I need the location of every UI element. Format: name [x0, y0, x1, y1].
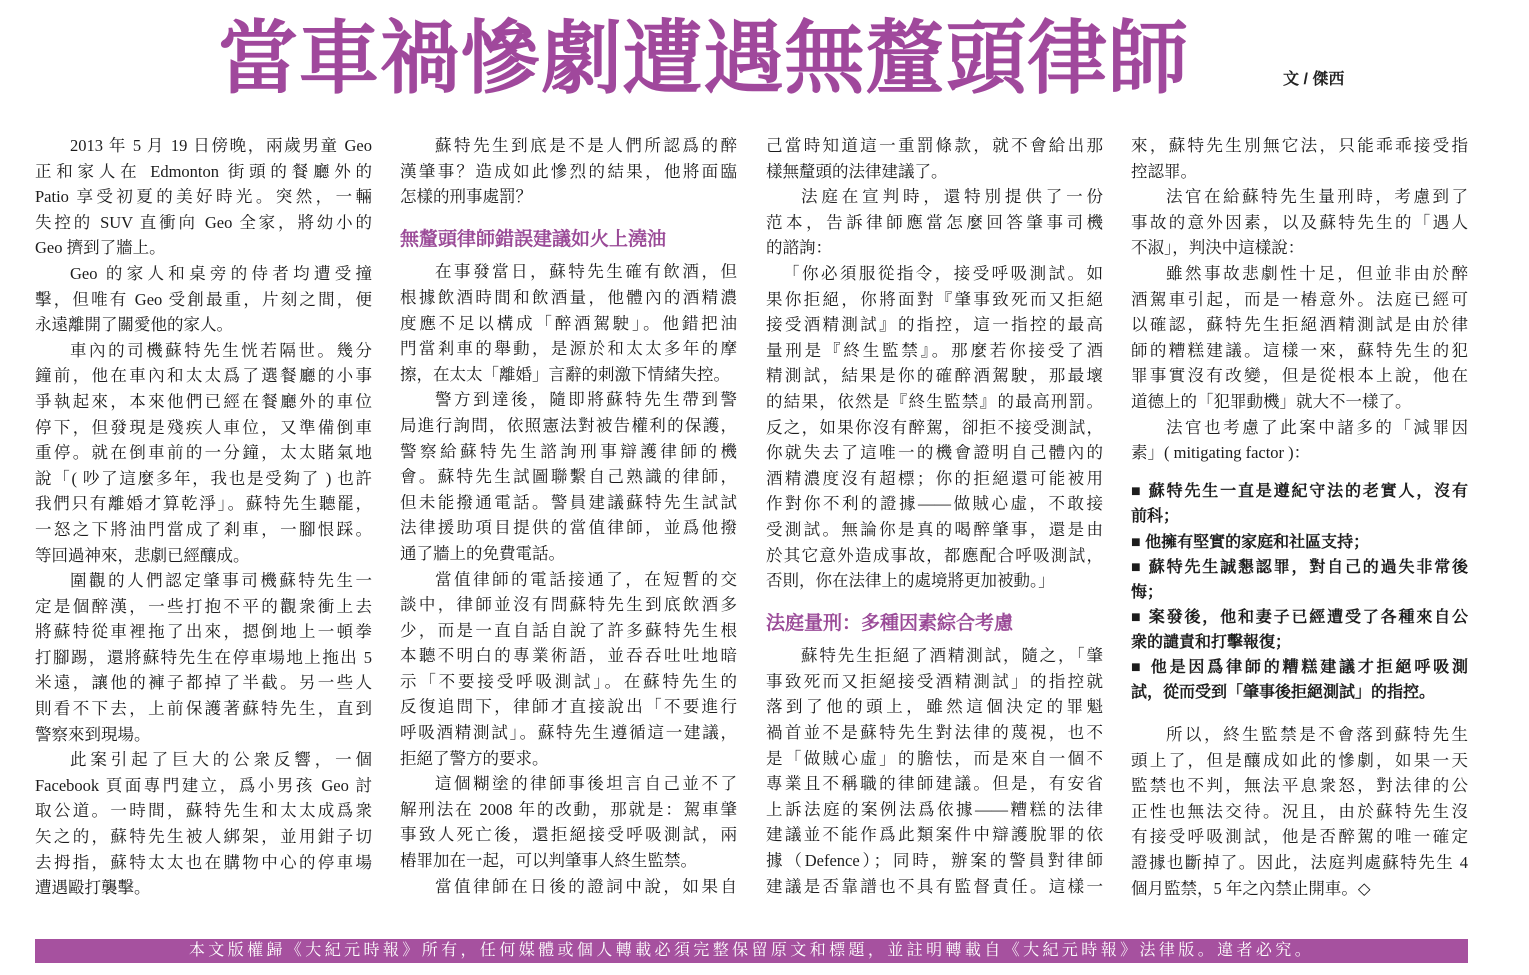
factor-line: 悔；: [1131, 583, 1164, 601]
quoted-ruling: [1131, 261, 1468, 415]
paragraph-line: 解刑法在 2008 年的改動，那就是：駕車肇: [400, 799, 737, 819]
paragraph-line: 會。蘇特先生試圖聯繫自己熟識的律師，: [400, 467, 737, 487]
paragraph-line: 頭上了，但是釀成如此的慘劇，如果一天: [1131, 750, 1468, 770]
paragraph-line: 圍觀的人們認定肇事司機蘇特先生一: [70, 571, 372, 591]
factor-line: ■ 他擁有堅實的家庭和社區支持；: [1131, 533, 1370, 551]
paragraph-line: 怎樣的刑事處罰？: [400, 187, 532, 207]
paragraph-line: 則看不下去，上前保護著蘇特先生，直到: [35, 699, 372, 719]
paragraph: [1131, 722, 1468, 901]
paragraph: [35, 133, 372, 261]
paragraph-line: 道德上的「犯罪動機」就大不一樣了。: [1131, 391, 1412, 411]
paragraph-line: Patio 享受初夏的美好時光。突然，一輛: [35, 187, 372, 207]
paragraph-line: 將蘇特從車裡拖了出來，摁倒地上一頓拳: [35, 622, 372, 642]
paragraph-line: 矢之的，蘇特先生被人綁架，並用鉗子切: [35, 827, 372, 847]
paragraph: [35, 747, 372, 901]
paragraph: [400, 387, 737, 566]
paragraph-line: 正性也無法交待。況且，由於蘇特先生沒: [1131, 801, 1468, 821]
paragraph-line: 去拇指，蘇特太太也在購物中心的停車場: [35, 852, 372, 872]
paragraph: [766, 184, 1103, 261]
paragraph-line: 警察給蘇特先生諮詢刑事辯護律師的機: [400, 441, 737, 461]
paragraph-line: 果你拒絕，你將面對『肇事致死而又拒絕: [766, 289, 1103, 309]
paragraph-line: 雖然事故悲劇性十足，但並非由於醉: [1166, 263, 1468, 283]
paragraph-line: 我們只有離婚才算乾淨」。蘇特先生聽罷，: [35, 494, 372, 514]
paragraph-line: 永遠離開了關愛他的家人。: [35, 315, 233, 335]
paragraph-line: 據（Defence）；同時，辦案的警員對律師: [766, 851, 1103, 871]
paragraph: [400, 259, 737, 387]
factor-line: 試，從而受到「肇事後拒絕測試」的指控。: [1131, 684, 1436, 702]
paragraph-line: 失控的 SUV 直衝向 Geo 全家，將幼小的: [35, 212, 372, 232]
paragraph-line: 量刑是『終生監禁』。那麼若你接受了酒: [766, 340, 1103, 360]
paragraph-line: 當值律師在日後的證詞中說，如果自: [435, 876, 737, 896]
paragraph-line: 事致人死亡後，還拒絕接受呼吸測試，兩: [400, 825, 737, 845]
paragraph-line: 建議並不能作爲此類案件中辯護脫罪的依: [766, 825, 1103, 845]
paragraph-line: 重停。就在倒車前的一分鐘，太太賭氣地: [35, 443, 372, 463]
paragraph-line: 警方到達後，隨即將蘇特先生帶到警: [435, 390, 737, 410]
paragraph-line: 蘇特先生拒絕了酒精測試，隨之，「肇: [801, 646, 1103, 666]
paragraph-line: 上訴法庭的案例法爲依據——糟糕的法律: [766, 799, 1103, 819]
paragraph-line: 樣無釐頭的法律建議了。: [766, 161, 948, 181]
paragraph-line: 不淑」，判決中這樣說：: [1131, 238, 1305, 258]
paragraph-line: 少，而是一直自話自說了許多蘇特先生根: [400, 620, 737, 640]
paragraph-line: 事故的意外因素，以及蘇特先生的「遇人: [1131, 212, 1468, 232]
paragraph-line: 說「( 吵了這麼多年，我也是受夠了 ) 也許: [35, 468, 372, 488]
paragraph-line: 本聽不明白的專業術語，並吞吞吐吐地暗: [400, 646, 737, 666]
paragraph-continued: [766, 133, 1103, 184]
paragraph-line: 法庭在宣判時，還特別提供了一份: [801, 187, 1103, 207]
factor-line: ■ 蘇特先生一直是遵紀守法的老實人，沒有: [1131, 483, 1468, 501]
paragraph-line: 遭遇毆打襲擊。: [35, 878, 151, 898]
paragraph-line: 取公道。一時間，蘇特先生和太太成爲衆: [35, 801, 372, 821]
paragraph-line: 在事發當日，蘇特先生確有飲酒，但: [435, 262, 737, 282]
paragraph-line: 來，蘇特先生別無它法，只能乖乖接受指: [1131, 136, 1468, 155]
paragraph: [35, 338, 372, 568]
paragraph-line: 精測試，結果是你的確醉酒駕駛，那最壞: [766, 366, 1103, 386]
paragraph-line: 范本，告訴律師應當怎麼回答肇事司機: [766, 212, 1103, 232]
paragraph-line: 監禁也不判，無法平息衆怒，對法律的公: [1131, 776, 1468, 796]
paragraph: [35, 568, 372, 747]
paragraph-line: 是「做賊心虛」的膽怯，而是來自一個不: [766, 748, 1103, 768]
paragraph-line: 談中，律師並沒有問蘇特先生到底飲酒多: [400, 595, 737, 615]
factor-item: [1131, 655, 1468, 705]
paragraph-line: 通了牆上的免費電話。: [400, 543, 565, 563]
paragraph-line: 停下，但發現是殘疾人車位，又準備倒車: [35, 417, 372, 437]
paragraph-line: 警察來到現場。: [35, 724, 151, 744]
factor-line: 衆的譴責和打擊報復；: [1131, 633, 1292, 651]
column-1: [35, 133, 372, 901]
paragraph-line: 「你必須服從指令，接受呼吸測試。如: [783, 263, 1103, 283]
paragraph-line: 漢肇事？造成如此慘烈的結果，他將面臨: [400, 161, 737, 181]
mitigating-factors-list: [1131, 479, 1468, 705]
paragraph-line: 師的糟糕建議。這樣一來，蘇特先生的犯: [1131, 340, 1468, 360]
paragraph-line: 正和家人在 Edmonton 街頭的餐廳外的: [35, 161, 372, 181]
paragraph-line: 但未能撥通電話。警員建議蘇特先生試試: [400, 492, 737, 512]
paragraph-line: 拒絕了警方的要求。: [400, 748, 549, 768]
paragraph-line: 罪事實沒有改變，但是從根本上說，他在: [1131, 366, 1468, 386]
paragraph-line: 的結果，依然是『終生監禁』的最高刑罰。: [766, 391, 1103, 411]
paragraph-line: 鐘前，他在車內和太太爲了選餐廳的小事: [35, 366, 372, 386]
paragraph-line: 爭執起來，本來他們已經在餐廳外的車位: [35, 391, 372, 411]
paragraph-line: 以確認，蘇特先生拒絕酒精測試是由於律: [1131, 315, 1468, 335]
paragraph-line: 蘇特先生到底是不是人們所認爲的醉: [435, 136, 737, 155]
paragraph-line: 當值律師的電話接通了，在短暫的交: [435, 569, 737, 589]
paragraph-line: 建議是否靠譜也不具有監督責任。這樣一: [766, 876, 1103, 896]
paragraph-line: 受測試。無論你是真的喝醉肇事，還是由: [766, 519, 1103, 539]
paragraph-line: 反之，如果你沒有醉駕，卻拒不接受測試，: [766, 417, 1103, 437]
paragraph-line: Facebook 頁面專門建立，爲小男孩 Geo 討: [35, 775, 372, 795]
factor-item: [1131, 605, 1468, 655]
paragraph-line: Geo 擠到了牆上。: [35, 238, 166, 258]
factor-line: ■ 他是因爲律師的糟糕建議才拒絕呼吸測: [1131, 658, 1468, 676]
article-title: 當車禍慘劇遭遇無釐頭律師: [218, 14, 1188, 104]
paragraph-line: 作對你不利的證據——做賊心虛，不敢接: [766, 494, 1103, 514]
paragraph-line: 於其它意外造成事故，都應配合呼吸測試，: [766, 545, 1103, 565]
copyright-footer: 本文版權歸《大紀元時報》所有，任何媒體或個人轉載必須完整保留原文和標題，並註明轉載自《大紀元時報》法律版。違者必究。: [35, 939, 1468, 963]
paragraph: [400, 133, 737, 210]
paragraph: [400, 771, 737, 873]
paragraph-line: 否則，你在法律上的處境將更加被動。」: [766, 571, 1055, 591]
paragraph-line: 證據也斷掉了。因此，法庭判處蘇特先生 4: [1131, 852, 1468, 872]
factor-line: ■ 蘇特先生誠懇認罪，對自己的過失非常後: [1131, 558, 1468, 576]
paragraph-line: 呼吸酒精測試」。蘇特先生遵循這一建議，: [400, 723, 737, 743]
paragraph: [1131, 415, 1468, 466]
quoted-paragraph: [766, 261, 1103, 594]
paragraph-line: 打腳踢，還將蘇特先生在停車場地上拖出 5: [35, 647, 372, 667]
paragraph-line: 反復追問下，律師才直接說出「不要進行: [400, 697, 737, 717]
paragraph-line: 控認罪。: [1131, 161, 1197, 181]
paragraph: [766, 643, 1103, 899]
paragraph-line: 擊，但唯有 Geo 受創最重，片刻之間，便: [35, 289, 372, 309]
paragraph-line: 示「不要接受呼吸測試」。在蘇特先生的: [400, 671, 737, 691]
paragraph-line: 樁罪加在一起，可以判肇事人終生監禁。: [400, 851, 697, 871]
paragraph-line: Geo 的家人和桌旁的侍者均遭受撞: [70, 263, 372, 283]
section-heading: 無釐頭律師錯誤建議如火上澆油: [400, 228, 667, 250]
paragraph-line: 此案引起了巨大的公衆反響，一個: [70, 750, 372, 770]
paragraph-line: 有接受呼吸測試，他是否醉駕的唯一確定: [1131, 827, 1468, 847]
paragraph: [35, 261, 372, 338]
paragraph-continued: [1131, 133, 1468, 184]
factor-line: ■ 案發後，他和妻子已經遭受了各種來自公: [1131, 608, 1468, 626]
paragraph-line: 車內的司機蘇特先生恍若隔世。幾分: [70, 340, 372, 360]
paragraph: [400, 567, 737, 772]
paragraph-line: 所以，終生監禁是不會落到蘇特先生: [1166, 724, 1468, 744]
paragraph-line: 度應不足以構成「醉酒駕駛」。他錯把油: [400, 313, 737, 333]
column-2: [400, 133, 737, 899]
paragraph-line: 酒精濃度沒有超標；你的拒絕還可能被用: [766, 468, 1103, 488]
column-3: [766, 133, 1103, 899]
factor-line: 前科；: [1131, 508, 1180, 526]
paragraph-line: 接受酒精測試』的指控，這一指控的最高: [766, 315, 1103, 335]
paragraph-line: 事致死而又拒絕接受酒精測試」的指控就: [766, 671, 1103, 691]
factor-item: [1131, 530, 1468, 555]
paragraph-line: 專業且不稱職的律師建議。但是，有安省: [766, 774, 1103, 794]
paragraph-line: 擦，在太太「離婚」言辭的刺激下情緒失控。: [400, 364, 730, 384]
paragraph-line: 落到了他的頭上，雖然這個決定的罪魁: [766, 697, 1103, 717]
paragraph-line: 的諮詢：: [766, 238, 832, 258]
paragraph-line: 你就失去了這唯一的機會證明自己體內的: [766, 443, 1103, 463]
paragraph-line: 個月監禁，5 年之內禁止開車。◇: [1131, 878, 1371, 898]
paragraph-line: 法律援助項目提供的當值律師，並爲他撥: [400, 518, 737, 538]
paragraph-line: 這個糊塗的律師事後坦言自己並不了: [435, 774, 737, 794]
paragraph-line: 等回過神來，悲劇已經釀成。: [35, 545, 250, 565]
section-heading: 法庭量刑：多種因素綜合考慮: [766, 612, 1014, 634]
paragraph-line: 一怒之下將油門當成了剎車，一腳恨踩。: [35, 519, 372, 539]
paragraph-line: 法官在給蘇特先生量刑時，考慮到了: [1166, 187, 1468, 207]
paragraph-line: 2013 年 5 月 19 日傍晚，兩歲男童 Geo: [70, 136, 372, 155]
factor-item: [1131, 555, 1468, 605]
paragraph-line: 酒駕車引起，而是一樁意外。法庭已經可: [1131, 289, 1468, 309]
paragraph-line: 門當剎車的舉動，是源於和太太多年的摩: [400, 339, 737, 359]
paragraph: [400, 874, 737, 900]
paragraph: [1131, 184, 1468, 261]
paragraph-line: 素」( mitigating factor )：: [1131, 443, 1311, 463]
paragraph-line: 根據飲酒時間和飲酒量，他體內的酒精濃: [400, 287, 737, 307]
paragraph-line: 己當時知道這一重罰條款，就不會給出那: [766, 136, 1103, 155]
factor-item: [1131, 479, 1468, 529]
paragraph-line: 法官也考慮了此案中諸多的「減罪因: [1166, 417, 1468, 437]
author-byline: 文 / 傑西: [1283, 71, 1345, 88]
paragraph-line: 定是個醉漢，一些打抱不平的觀衆衝上去: [35, 596, 372, 616]
column-4: [1131, 133, 1468, 901]
paragraph-line: 禍首並不是蘇特先生對法律的蔑視，也不: [766, 723, 1103, 743]
paragraph-line: 局進行詢問，依照憲法對被告權利的保護，: [400, 415, 737, 435]
paragraph-line: 米遠，讓他的褲子都掉了半截。另一些人: [35, 673, 372, 693]
